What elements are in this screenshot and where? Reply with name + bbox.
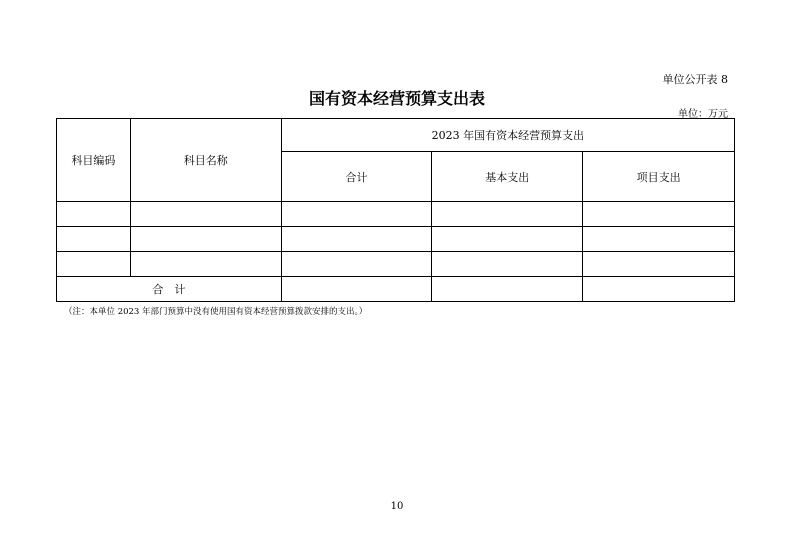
- total-project-cell: [583, 277, 735, 302]
- header-basic-expenditure: 基本支出: [432, 152, 583, 202]
- header-total: 合计: [281, 152, 432, 202]
- total-row-label: 合 计: [57, 277, 282, 302]
- cell-project: [583, 202, 735, 227]
- cell-name: [130, 227, 281, 252]
- table-row: [57, 252, 735, 277]
- cell-name: [130, 202, 281, 227]
- cell-code: [57, 202, 131, 227]
- cell-basic: [432, 227, 583, 252]
- header-budget-group: 2023 年国有资本经营预算支出: [281, 119, 734, 152]
- header-project-expenditure: 项目支出: [583, 152, 735, 202]
- cell-code: [57, 252, 131, 277]
- cell-code: [57, 227, 131, 252]
- cell-project: [583, 252, 735, 277]
- unit-label: 单位：万元: [678, 109, 728, 120]
- cell-name: [130, 252, 281, 277]
- table-row: [57, 202, 735, 227]
- page-title: 国有资本经营预算支出表: [308, 89, 485, 108]
- table-note: （注：本单位 2023 年部门预算中没有使用国有资本经营预算拨款安排的支出。）: [64, 307, 368, 317]
- budget-table: [56, 118, 735, 302]
- cell-basic: [432, 202, 583, 227]
- cell-total: [281, 202, 432, 227]
- cell-total: [281, 252, 432, 277]
- header-subject-code: 科目编码: [57, 119, 131, 202]
- page-number: 10: [390, 501, 404, 512]
- table-row: [57, 227, 735, 252]
- total-basic-cell: [432, 277, 583, 302]
- cell-basic: [432, 252, 583, 277]
- cell-project: [583, 227, 735, 252]
- table-header-row: [57, 119, 735, 152]
- header-subject-name: 科目名称: [130, 119, 281, 202]
- total-cell: [281, 277, 432, 302]
- cell-total: [281, 227, 432, 252]
- table-total-row: [57, 277, 735, 302]
- form-number: 单位公开表 8: [662, 73, 728, 86]
